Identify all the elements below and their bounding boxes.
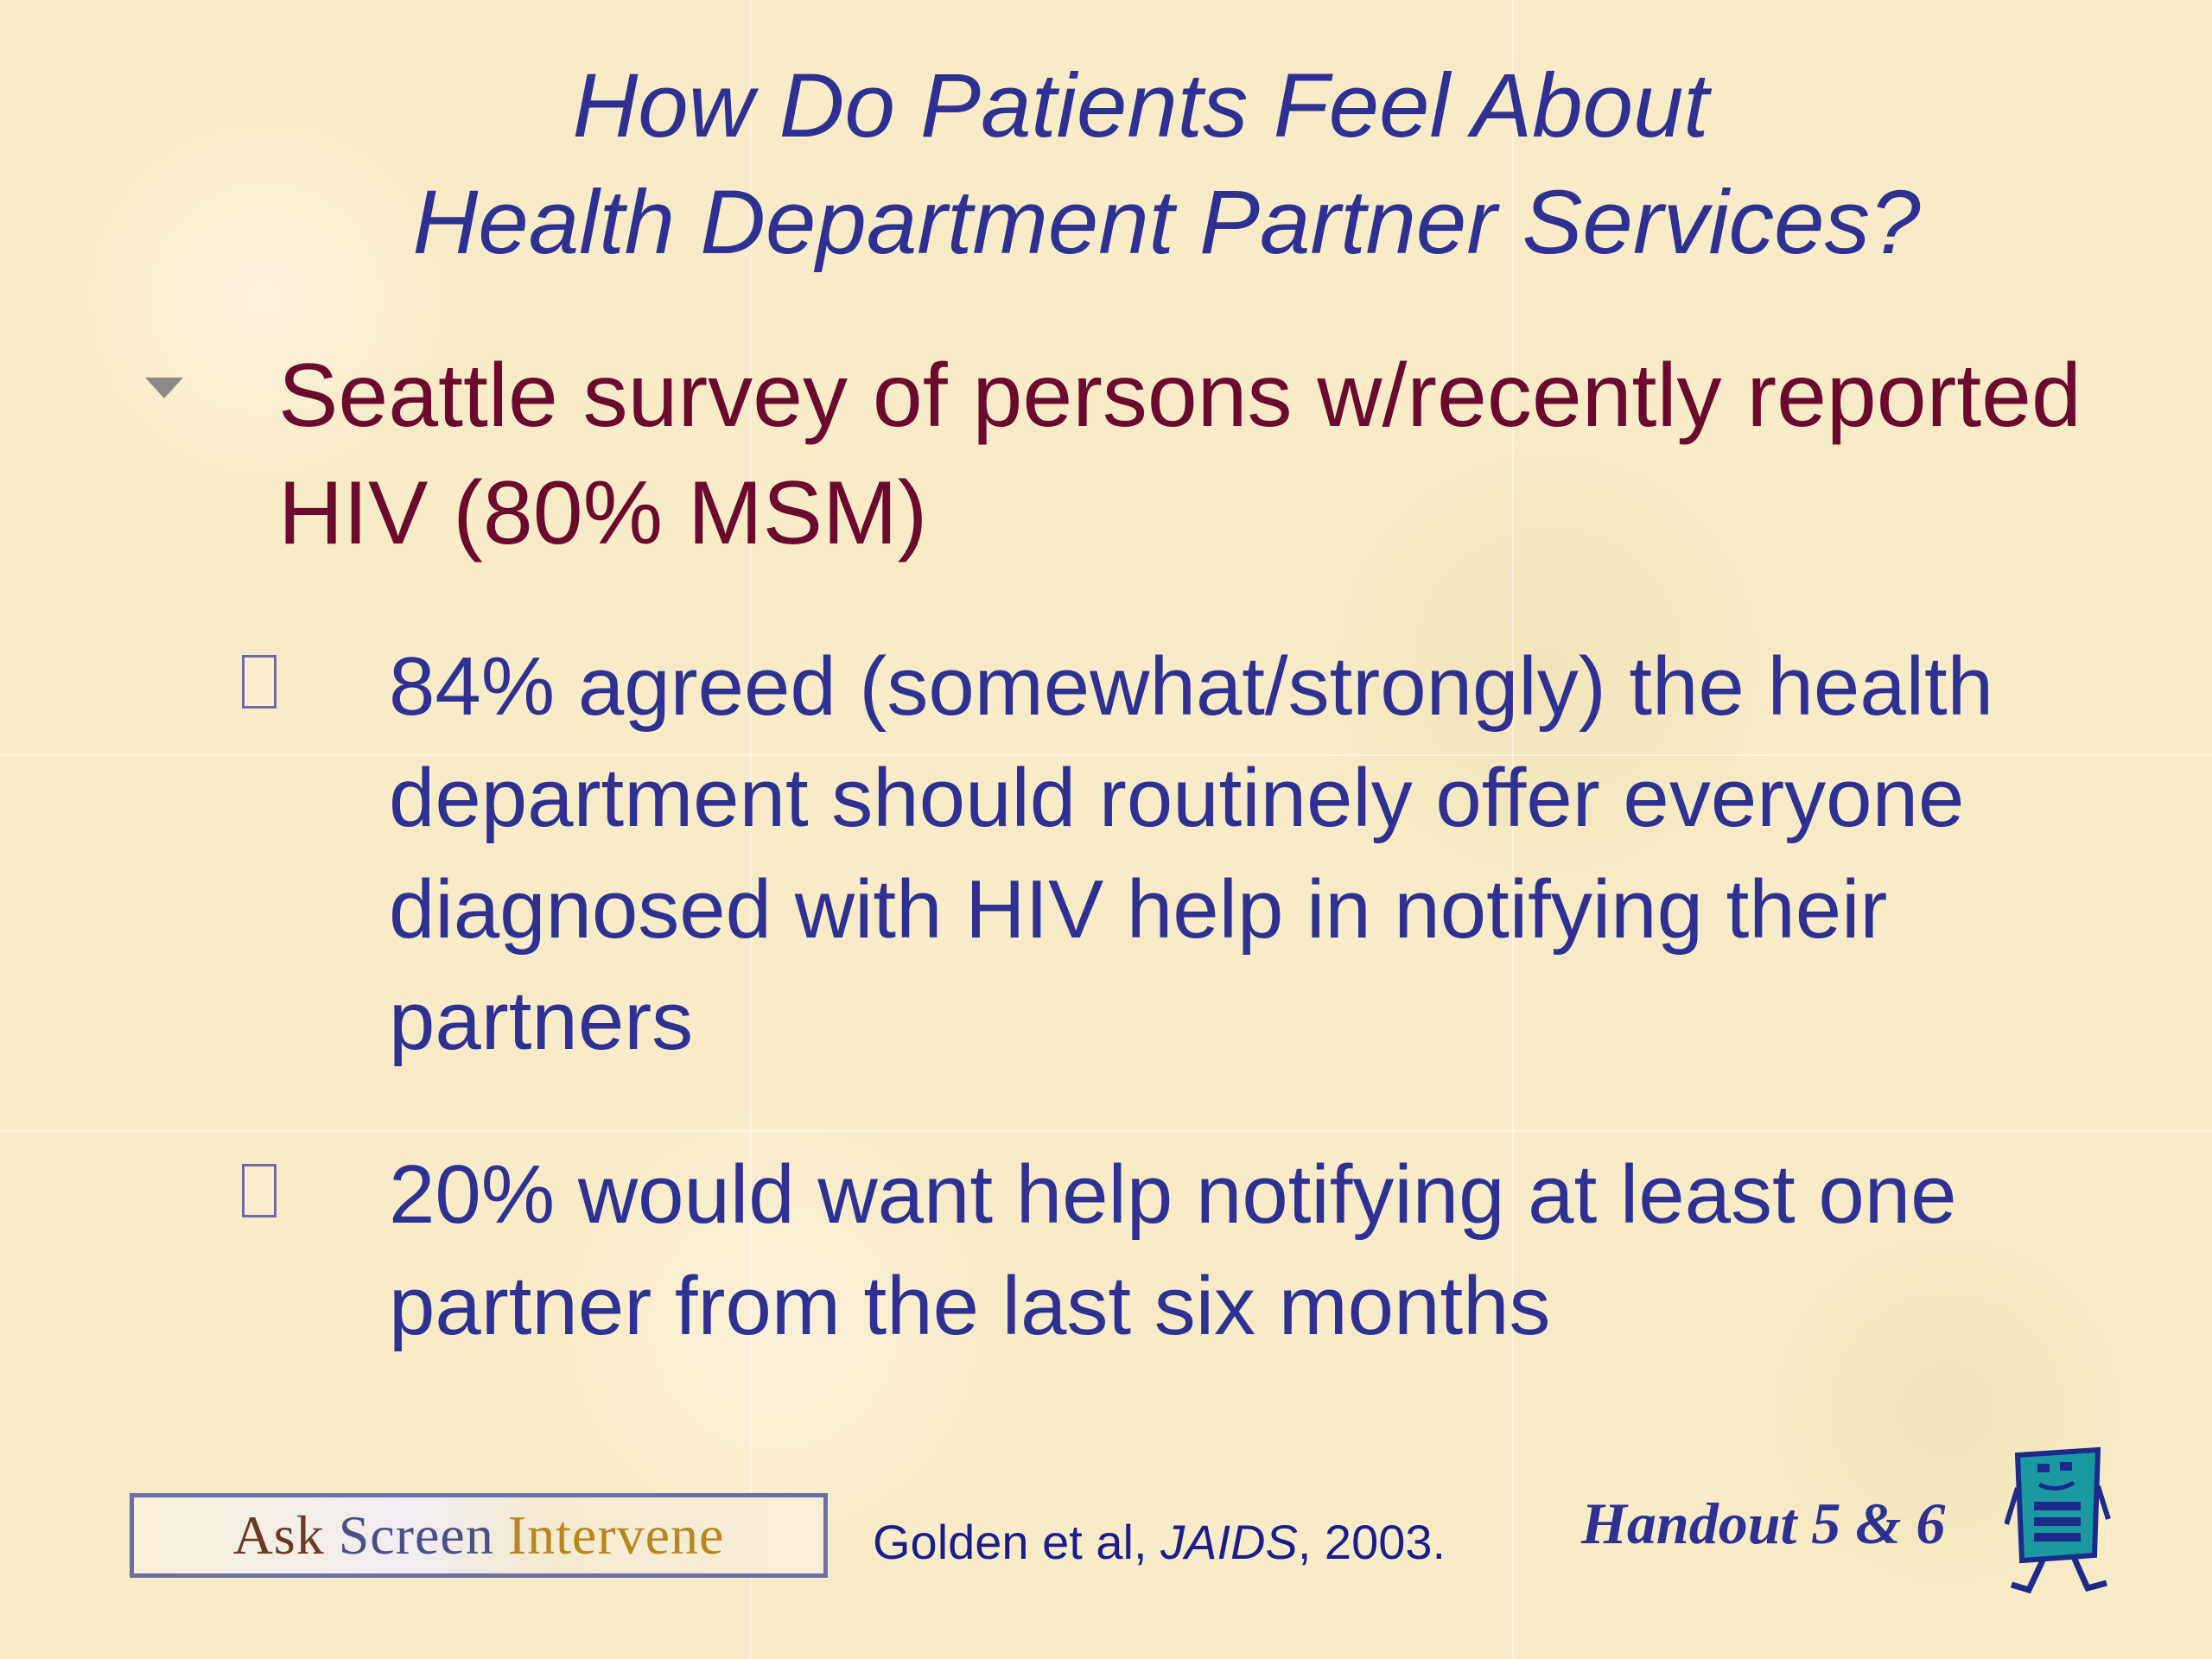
- logo-word-intervene: Intervene: [507, 1504, 725, 1566]
- box-bullet-icon: [242, 1164, 276, 1217]
- ask-screen-intervene-logo: [130, 1493, 828, 1578]
- box-bullet-icon: [242, 655, 276, 709]
- title-line-2: Health Department Partner Services?: [412, 172, 1921, 273]
- triangle-down-icon: [145, 378, 183, 398]
- slide-title: [0, 48, 2212, 281]
- main-bullet-text: Seattle survey of persons w/recently reported HIV (80% MSM): [278, 346, 2082, 563]
- title-line-1: How Do Patients Feel About: [572, 55, 1709, 156]
- logo-word-screen: Screen: [338, 1504, 494, 1566]
- citation: [873, 1514, 1446, 1570]
- sub-bullet-2: 20% would want help notifying at least one partner from the last six months: [389, 1148, 1957, 1352]
- citation-year: , 2003.: [1297, 1515, 1446, 1569]
- sub-bullet-1: 84% agreed (somewhat/strongly) the health department should routinely offer everyone diagnosed with HIV help in notifying their partners: [389, 640, 1994, 1067]
- handout-label: Handout 5 & 6: [1581, 1491, 1946, 1556]
- texture-seam: [0, 1130, 2212, 1132]
- logo-word-ask: Ask: [232, 1504, 325, 1566]
- citation-authors: Golden et al,: [873, 1515, 1147, 1569]
- citation-journal: JAIDS: [1160, 1515, 1298, 1569]
- document-mascot-icon: [2005, 1445, 2113, 1596]
